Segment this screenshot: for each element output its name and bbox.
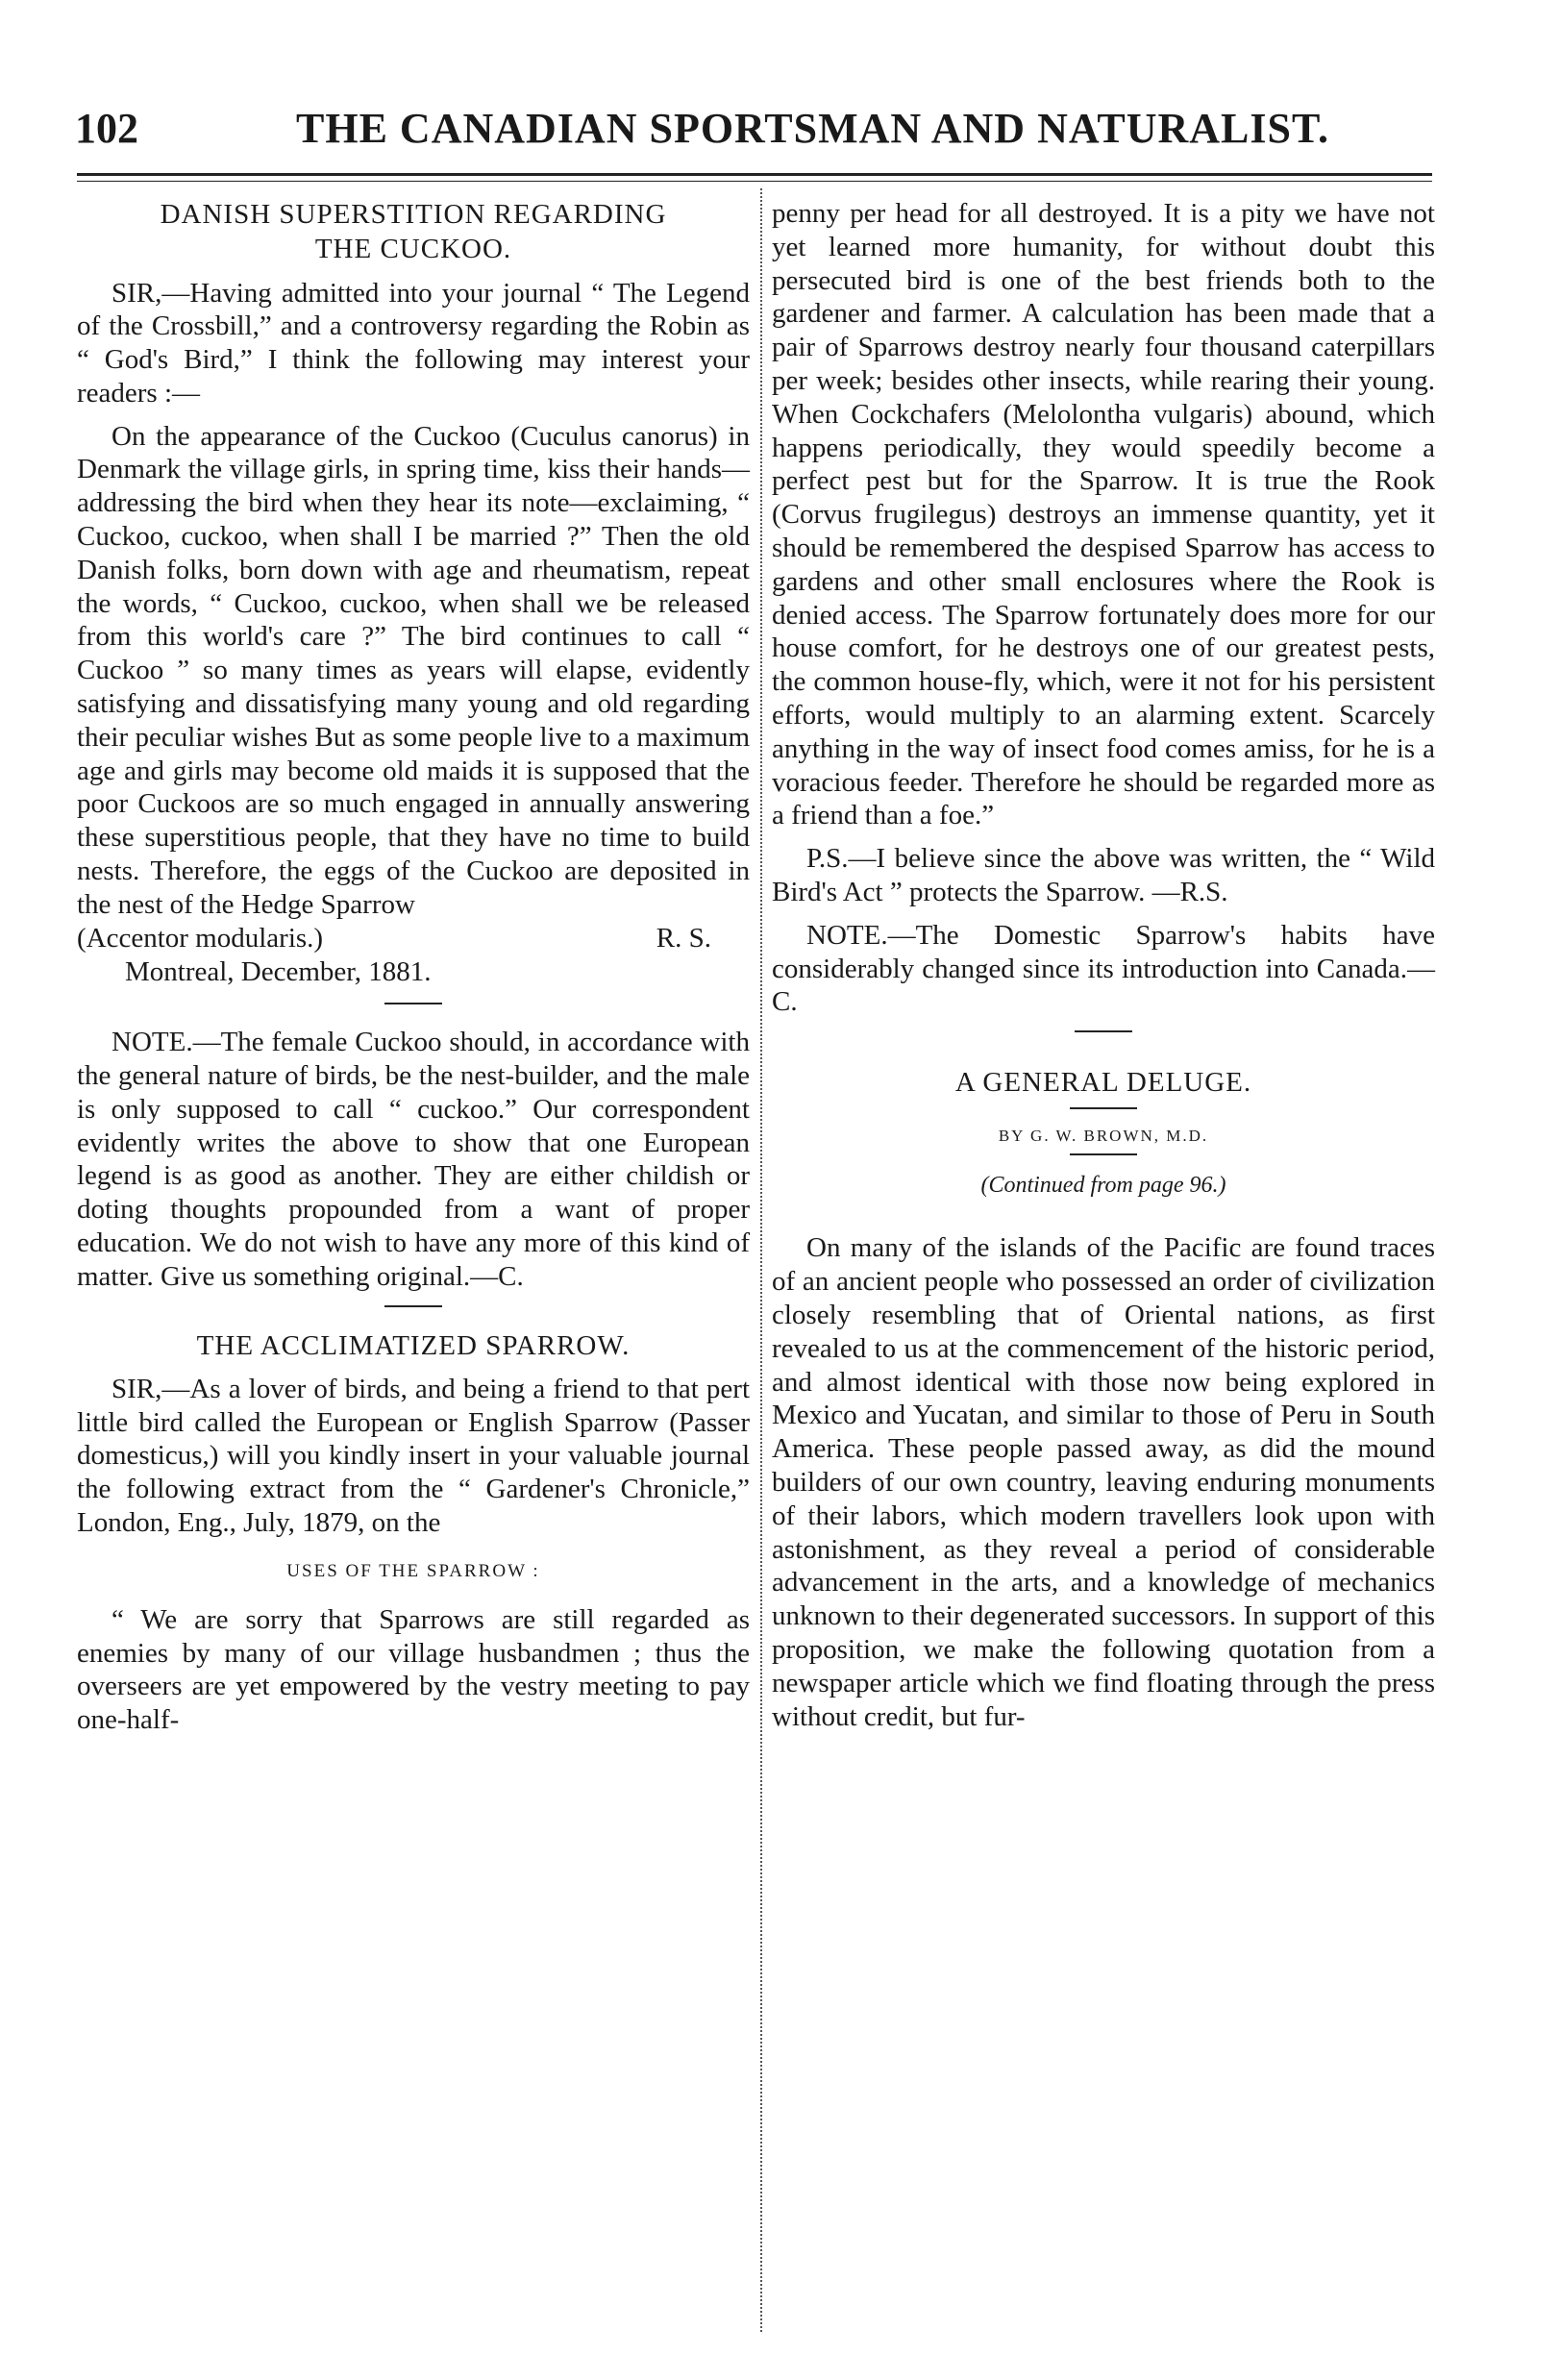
right-column [772,197,1435,1733]
cuckoo-signature: R. S. [656,922,711,954]
cuckoo-paragraph-2: On the appearance of the Cuckoo (Cuculus canorus) in Denmark the village girls, in spring time, kiss their hands—addressing the bird when they hear its note—exclaiming, “ Cuckoo, cuckoo, when shall I be married ?” Then the old Danish folks, born down with age and rheumatism, repeat the words, “ Cuckoo, cuckoo, when shall we be released from this world's care ?” The bird continues to call “ Cuckoo ” so many times as years will elapse, evidently satisfying and dissatisfying many young and old regarding their peculiar wishes But as some people live to a maximum age and girls may become old maids it is supposed that the poor Cuckoos are so much engaged in annually answering these superstitious people, that they have no time to build nests. Therefore, the eggs of the Cuckoo are deposited in the nest of the Hedge Sparrow [77,420,750,920]
running-head [75,104,1440,161]
column-divider [760,188,762,2332]
header-rule-thin [77,181,1432,182]
cuckoo-editor-note: NOTE.—The female Cuckoo should, in accordance with the general nature of birds, be the nest-builder, and the male is only supposed to call “ cuckoo.” Our correspondent evidently writes the above to show that one European legend is as good as another. They are either childish or doting thoughts propounded from a want of proper education. We do not wish to have any more of this kind of matter. Give us something original.—C. [77,1027,750,1292]
deluge-byline: BY G. W. BROWN, M.D. [998,1127,1209,1146]
sparrow-quote-continued: penny per head for all destroyed. It is a pity we have not yet learned more humanity, for without doubt this persecuted bird is one of the best friends both to the gardener and farmer. A calculation has been made that a pair of Sparrows destroy nearly four thousand caterpillars per week; besides other insects, while rearing their young. When Cockchafers (Melolontha vulgaris) abound, which happens periodically, they would speedily become a perfect pest but for the Sparrow. It is true the Rook (Corvus frugilegus) destroys an immense quantity, yet it should be remembered the despised Sparrow has access to gardens and other small enclosures where the Rook is denied access. The Sparrow fortunately does more for our house comfort, for he destroys one of our greatest pests, the common house-fly, which, were it not for his persistent efforts, would multiply to an alarming extent. Scarcely anything in the way of insect food comes amiss, for he is a voracious feeder. Therefore he should be regarded more as a friend than a foe.” [772,198,1435,831]
section-rule [384,1305,442,1307]
cuckoo-paragraph-2-end: (Accentor modularis.) [77,922,324,954]
section-rule [384,1003,442,1004]
deluge-article-title: A GENERAL DELUGE. [954,1067,1252,1099]
cuckoo-dateline: Montreal, December, 1881. [125,956,432,988]
deluge-continued-note: (Continued from page 96.) [980,1173,1226,1199]
sparrow-quote-start: “ We are sorry that Sparrows are still regarded as enemies by many of our village husbandmen ; thus the overseers are yet empowered by the vestry meeting to pay one-half- [77,1603,750,1736]
page-number: 102 [75,105,138,152]
left-column [77,197,750,1737]
cuckoo-paragraph-1: SIR,—Having admitted into your journal “ The Legend of the Crossbill,” and a controversy regarding the Robin as “ God's Bird,” I think the following may interest your readers :— [77,277,750,409]
byline-rule [1070,1153,1137,1155]
sparrow-editor-note: NOTE.—The Domestic Sparrow's habits have considerably changed since its introduction into Canada.—C. [772,919,1435,1018]
cuckoo-signature-row [77,922,750,955]
journal-title: THE CANADIAN SPORTSMAN AND NATURALIST. [296,105,1330,152]
cuckoo-title-line-2: THE CUCKOO. [314,234,512,265]
sparrow-subheading: USES OF THE SPARROW : [286,1560,540,1581]
section-rule [1075,1030,1132,1032]
sparrow-article-title: THE ACCLIMATIZED SPARROW. [196,1329,631,1361]
sparrow-paragraph-1: SIR,—As a lover of birds, and being a friend to that pert little bird called the European or English Sparrow (Passer domesticus,) will you kindly insert in your valuable journal the following extract from the “ Gardener's Chronicle,” London, Eng., July, 1879, on the [77,1373,750,1538]
sparrow-postscript: P.S.—I believe since the above was written, the “ Wild Bird's Act ” protects the Sparrow. —R.S. [772,843,1435,907]
header-rule [77,173,1432,176]
title-rule [1070,1107,1137,1109]
cuckoo-title-line-1: DANISH SUPERSTITION REGARDING [160,199,667,230]
deluge-paragraph-1: On many of the islands of the Pacific are found traces of an ancient people who possessed an order of civilization closely resembling that of Oriental nations, as first revealed to us at the commencement of the historic period, and almost identical with those now being explored in Mexico and Yucatan, and similar to those of Peru in South America. These people passed away, as did the mound builders of our own country, leaving enduring monuments of their labors, which modern travellers look upon with astonishment, as they reveal a period of considerable advancement in the arts, and a knowledge of mechanics unknown to their degenerated successors. In support of this proposition, we make the following quotation from a newspaper article which we find floating through the press without credit, but fur- [772,1232,1435,1732]
cuckoo-article-title [77,197,750,267]
